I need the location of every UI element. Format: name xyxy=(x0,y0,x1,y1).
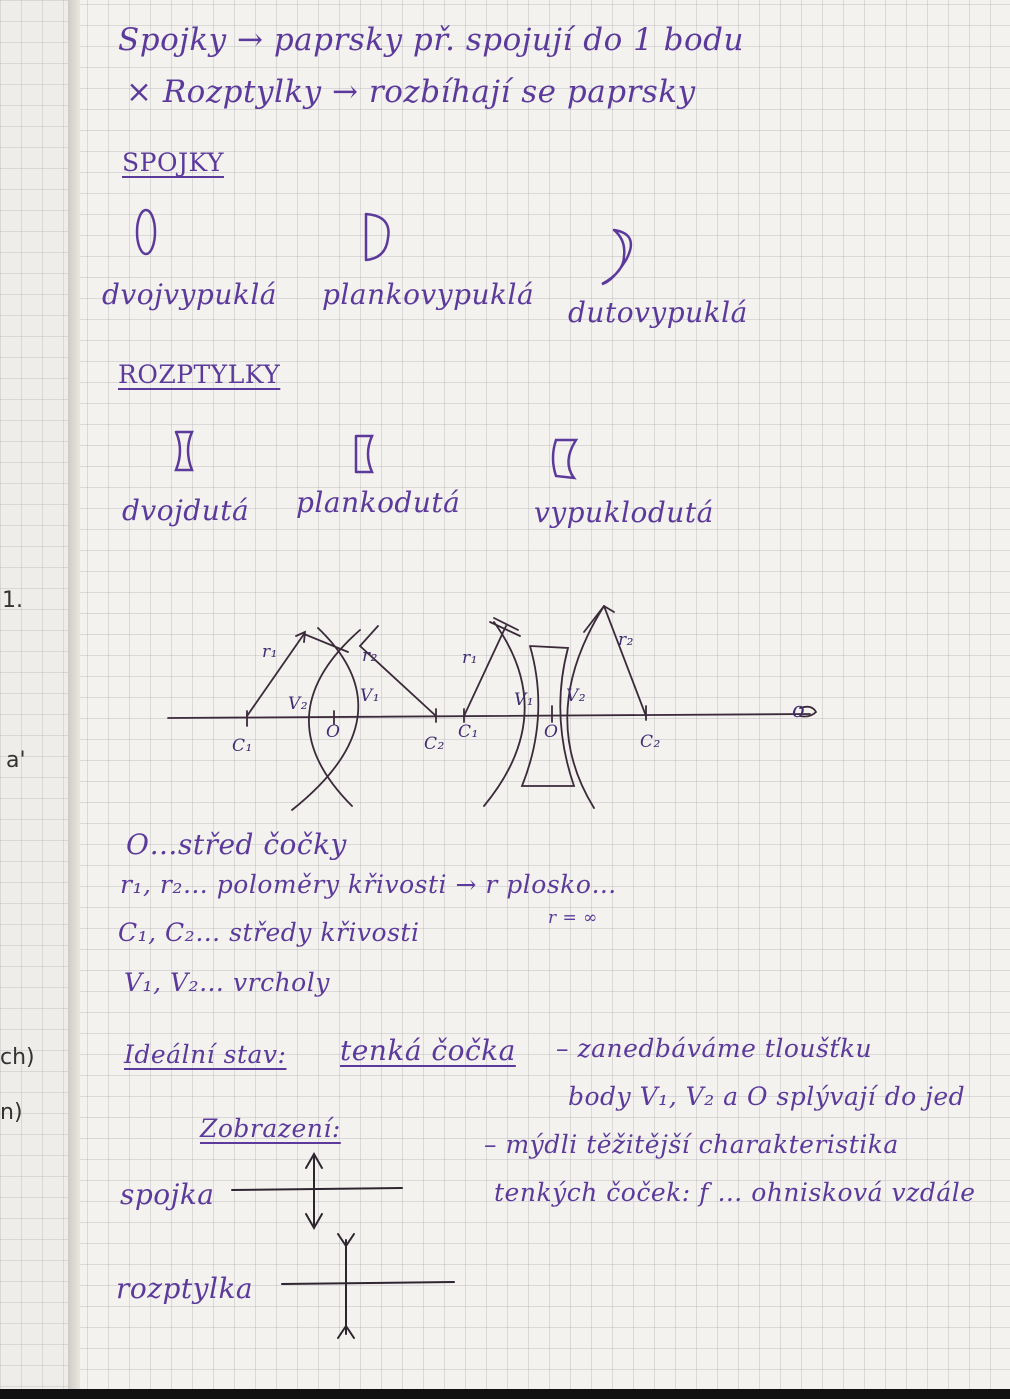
intro-line-2: × Rozptylky → rozbíhají se paprsky xyxy=(126,74,696,110)
label-r2-a: r₂ xyxy=(362,646,378,666)
rozptylky-label-1: dvojdutá xyxy=(122,494,250,527)
thin-lens-label: tenká čočka xyxy=(340,1034,516,1067)
intro-line-1: Spojky → paprsky př. spojují do 1 bodu xyxy=(118,22,744,58)
legend-line-1: O…střed čočky xyxy=(126,828,347,861)
label-o-b: O xyxy=(544,722,559,742)
legend-line-3: C₁, C₂… středy křivosti xyxy=(118,918,420,947)
converging-axis xyxy=(232,1188,402,1190)
margin-fragment: ch) xyxy=(0,1045,35,1070)
label-o-a: O xyxy=(326,722,341,742)
margin-fragment: a' xyxy=(6,748,26,773)
margin-fragment: n) xyxy=(0,1100,23,1125)
spojky-label-1: dvojvypuklá xyxy=(102,278,277,311)
diverging-axis xyxy=(282,1282,454,1284)
margin-fragment: 1. xyxy=(2,588,23,613)
label-c2-b: C₂ xyxy=(640,732,661,752)
label-r1-b: r₁ xyxy=(462,648,478,668)
label-v2-a: V₂ xyxy=(288,694,309,714)
ideal-state-label: Ideální stav: xyxy=(124,1040,287,1069)
label-v2-b: V₂ xyxy=(566,686,587,706)
ideal-note-4: tenkých čoček: f … ohnisková vzdále xyxy=(494,1178,976,1207)
ideal-note-3: – mýdli těžitější charakteristika xyxy=(484,1130,899,1159)
imaging-heading: Zobrazení: xyxy=(200,1114,341,1143)
rozptylky-heading: ROZPTYLKY xyxy=(118,360,281,389)
label-c1-b: C₁ xyxy=(458,722,479,742)
label-axis-o: o xyxy=(792,698,806,722)
label-r1-a: r₁ xyxy=(262,642,278,662)
rozptylky-label-2: plankodutá xyxy=(296,486,461,519)
scan-bottom-edge xyxy=(0,1389,1010,1399)
converging-lens-label: spojka xyxy=(120,1178,215,1211)
label-c1-a: C₁ xyxy=(232,736,253,756)
legend-line-4: V₁, V₂… vrcholy xyxy=(124,968,330,997)
label-r2-b: r₂ xyxy=(618,630,634,650)
rozptylky-label-3: vypuklodutá xyxy=(534,496,714,529)
label-c2-a: C₂ xyxy=(424,734,445,754)
legend-line-2: r₁, r₂… poloměry křivosti → r plosko… xyxy=(120,870,617,899)
spojky-label-2: plankovypuklá xyxy=(322,278,535,311)
spojky-label-3: dutovypuklá xyxy=(568,296,748,329)
ideal-note-2: body V₁, V₂ a O splývají do jed xyxy=(568,1082,966,1111)
label-v1-b: V₁ xyxy=(514,690,535,710)
legend-line-2-note: r = ∞ xyxy=(548,908,598,928)
ideal-note-1: – zanedbáváme tloušťku xyxy=(556,1034,873,1063)
label-v1-a: V₁ xyxy=(360,686,381,706)
diverging-lens-label: rozptylka xyxy=(116,1272,254,1305)
spojky-heading: SPOJKY xyxy=(122,148,224,177)
